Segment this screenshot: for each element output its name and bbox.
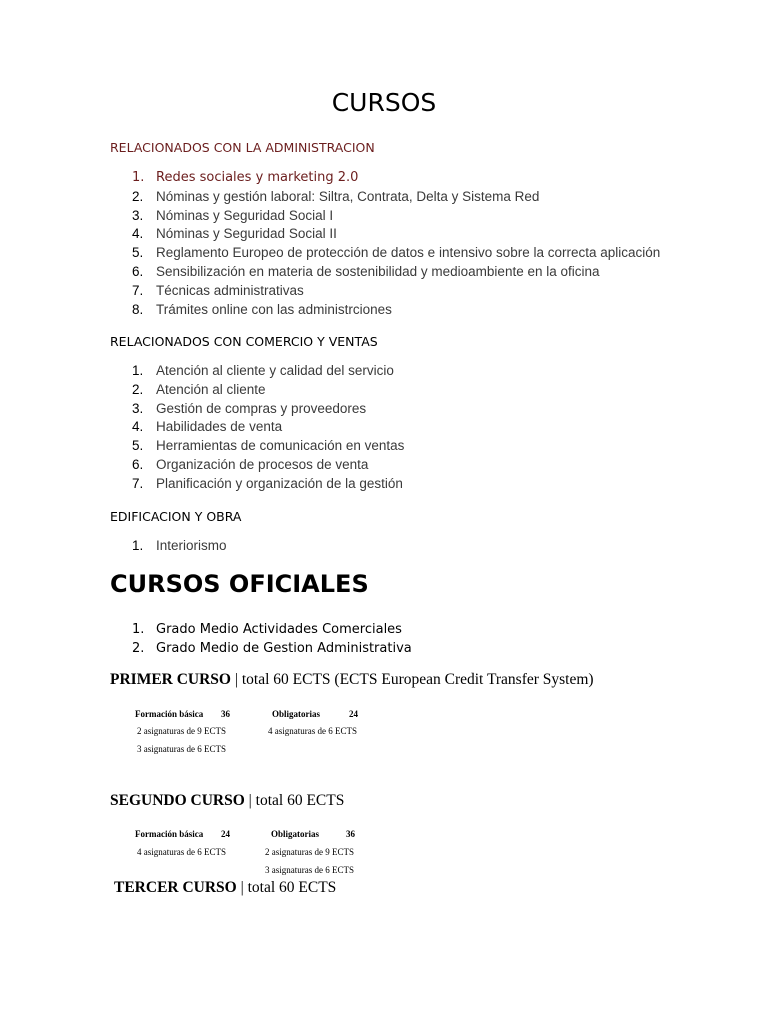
- list-oficiales: [110, 621, 412, 659]
- list-item: 1. Grado Medio Actividades Comerciales: [132, 622, 402, 637]
- list-item: 2. Grado Medio de Gestion Administrativa: [132, 640, 412, 656]
- list-item: 7. Técnicas administrativas: [132, 282, 304, 298]
- list-item: 1. Atención al cliente y calidad del servicio: [132, 363, 394, 378]
- list-comercio: [110, 362, 404, 494]
- obligatorias-label: Obligatorias: [271, 829, 320, 839]
- formacion-basica-label: Formación básica: [135, 829, 204, 839]
- obligatorias-value: 36: [346, 829, 355, 839]
- list-item: 3. Gestión de compras y proveedores: [132, 400, 367, 416]
- list-item: 5. Reglamento Europeo de protección de datos e intensivo sobre la correcta aplicación: [132, 245, 661, 261]
- list-item: 4. Nóminas y Seguridad Social II: [132, 226, 337, 242]
- course-label: SEGUNDO CURSO: [110, 792, 245, 809]
- course-label: PRIMER CURSO: [110, 671, 231, 688]
- list-administracion: [110, 169, 660, 319]
- section-title-oficiales: CURSOS OFICIALES: [110, 570, 369, 598]
- course-line-primer: [110, 671, 594, 689]
- ob-row: 4 asignaturas de 6 ECTS: [268, 726, 357, 736]
- list-item: 2. Atención al cliente: [132, 381, 266, 397]
- list-edificacion: [110, 537, 227, 556]
- obligatorias-label: Obligatorias: [272, 709, 321, 719]
- course-line-segundo: [110, 792, 344, 810]
- list-item: 5. Herramientas de comunicación en ventas: [132, 438, 405, 454]
- fb-row: 2 asignaturas de 9 ECTS: [137, 726, 226, 736]
- fb-row: 3 asignaturas de 6 ECTS: [137, 744, 226, 754]
- section-heading-edificacion: EDIFICACION Y OBRA: [110, 509, 242, 524]
- ob-row: 2 asignaturas de 9 ECTS: [265, 847, 354, 857]
- list-item: 8. Trámites online con las administrciones: [132, 301, 392, 317]
- section-heading-comercio: RELACIONADOS CON COMERCIO Y VENTAS: [110, 334, 378, 349]
- course-line-tercer: [114, 879, 336, 897]
- list-item: 2. Nóminas y gestión laboral: Siltra, Contrata, Delta y Sistema Red: [132, 188, 540, 204]
- obligatorias-value: 24: [349, 709, 358, 719]
- list-item: 3. Nóminas y Seguridad Social I: [132, 207, 334, 223]
- page-title: CURSOS: [331, 88, 437, 117]
- course-label: TERCER CURSO: [114, 879, 237, 896]
- course-total: | total 60 ECTS: [244, 792, 345, 809]
- list-item: 4. Habilidades de venta: [132, 419, 283, 435]
- list-item: 6. Organización de procesos de venta: [132, 456, 369, 472]
- course-total: | total 60 ECTS (ECTS European Credit Transfer System): [231, 671, 594, 688]
- formacion-basica-value: 36: [221, 709, 230, 719]
- list-item: 1. Interiorismo: [132, 538, 227, 553]
- fb-row: 4 asignaturas de 6 ECTS: [137, 847, 226, 857]
- list-item: 6. Sensibilización en materia de sostenibilidad y medioambiente en la oficina: [132, 263, 600, 279]
- course-total: | total 60 ECTS: [236, 879, 337, 896]
- ob-row: 3 asignaturas de 6 ECTS: [265, 865, 354, 875]
- formacion-basica-value: 24: [221, 829, 230, 839]
- section-heading-administracion: RELACIONADOS CON LA ADMINISTRACION: [110, 140, 375, 155]
- list-item: 7. Planificación y organización de la gestión: [132, 475, 403, 491]
- list-item: 1. Redes sociales y marketing 2.0: [132, 170, 359, 185]
- formacion-basica-label: Formación básica: [135, 709, 204, 719]
